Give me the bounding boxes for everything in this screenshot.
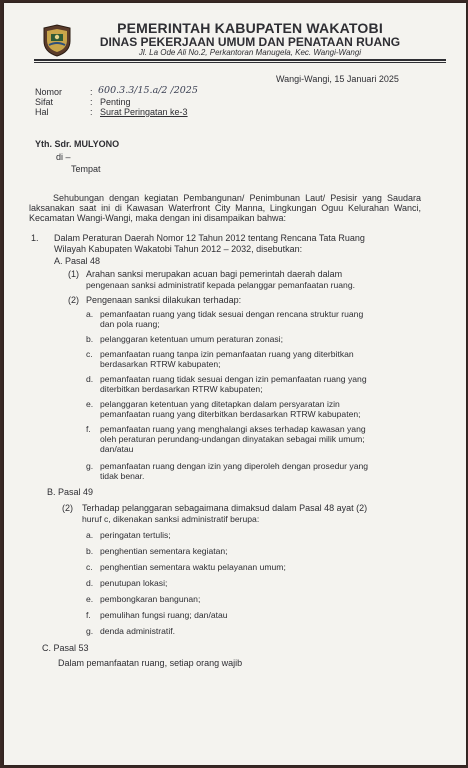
sectionB-p2-line1: Terhadap pelanggaran sebagaimana dimaksud dalam Pasal 48 ayat (2) <box>82 503 368 513</box>
list-item-letter: e. <box>86 594 94 604</box>
list-item-letter: b. <box>86 334 94 344</box>
list-item: diterbitkan berdasarkan RTRW kabupaten; <box>100 384 263 394</box>
list-item-letter: f. <box>86 424 91 434</box>
list-item-letter: c. <box>86 562 93 572</box>
list-item: pemanfaatan ruang yang menghalangi akses terhadap kawasan yang <box>100 424 366 434</box>
list-item: penutupan lokasi; <box>100 578 168 588</box>
list-item: berdasarkan RTRW kabupaten; <box>100 359 221 369</box>
list-item: peringatan tertulis; <box>100 530 171 540</box>
list-item: oleh peraturan perundang-undangan dinyatakan sebagai milik umum; <box>100 434 365 444</box>
recipient-di: di – <box>56 152 71 162</box>
hal-label: Hal <box>35 107 49 117</box>
hal-colon: : <box>90 107 93 117</box>
nomor-label: Nomor <box>35 87 63 97</box>
point1-line2: Wilayah Kabupaten Wakatobi Tahun 2012 – 2032, disebutkan: <box>54 244 303 254</box>
list-item: pemanfaatan ruang yang diterbitkan berdasarkan RTRW kabupaten; <box>100 409 361 419</box>
list-item: penghentian sementara kegiatan; <box>100 546 228 556</box>
letterhead-line2: DINAS PEKERJAAN UMUM DAN PENATAAN RUANG <box>99 35 401 49</box>
sectionA-p1-line1: Arahan sanksi merupakan acuan bagi pemerintah daerah dalam <box>86 269 343 279</box>
hal-value: Surat Peringatan ke-3 <box>100 107 188 117</box>
point1-number: 1. <box>31 233 39 243</box>
sectionA-p2-number: (2) <box>68 295 79 305</box>
list-item-letter: d. <box>86 374 94 384</box>
sectionB-label: B. Pasal 49 <box>47 487 94 497</box>
recipient-name: Yth. Sdr. MULYONO <box>35 139 120 149</box>
list-item: pelanggaran ketentuan umum peraturan zonasi; <box>100 334 283 344</box>
list-item-letter: b. <box>86 546 94 556</box>
list-item: pemulihan fungsi ruang; dan/atau <box>100 610 228 620</box>
letterhead-address: Jl. La Ode Ali No.2, Perkantoran Manugela, Kec. Wangi-Wangi <box>138 48 362 57</box>
list-item: pemanfaatan ruang dengan izin yang diperoleh dengan prosedur yang <box>100 461 369 471</box>
nomor-colon: : <box>90 87 93 97</box>
sectionA-p2-line1: Pengenaan sanksi dilakukan terhadap: <box>86 295 242 305</box>
list-item: pelanggaran ketentuan yang ditetapkan dalam persyaratan izin <box>100 399 340 409</box>
list-item-letter: a. <box>86 309 94 319</box>
list-item: denda administratif. <box>100 626 175 636</box>
sectionA-p1-number: (1) <box>68 269 79 279</box>
letterhead-rule-thin <box>34 62 446 63</box>
sectionB-p2-number: (2) <box>62 503 73 513</box>
list-item: tidak benar. <box>100 471 145 481</box>
list-item-letter: g. <box>86 626 94 636</box>
date-line: Wangi-Wangi, 15 Januari 2025 <box>276 74 399 84</box>
recipient-tempat: Tempat <box>71 164 101 174</box>
sifat-label: Sifat <box>35 97 54 107</box>
nomor-value: 600.3.3/15.a/2 /2025 <box>98 85 198 96</box>
point1-line1: Dalam Peraturan Daerah Nomor 12 Tahun 2012 tentang Rencana Tata Ruang <box>54 233 365 243</box>
list-item: dan pola ruang; <box>100 319 160 329</box>
sectionB-p2-line2: huruf c, dikenakan sanksi administratif berupa: <box>82 514 260 524</box>
sifat-value: Penting <box>100 97 131 107</box>
list-item-letter: d. <box>86 578 94 588</box>
sifat-colon: : <box>90 97 93 107</box>
list-item: pemanfaatan ruang tanpa izin pemanfaatan ruang yang diterbitkan <box>100 349 354 359</box>
list-item-letter: a. <box>86 530 94 540</box>
intro-paragraph: Sehubungan dengan kegiatan Pembangunan/ Penimbunan Laut/ Pesisir yang Saudara laksanakan saat ini di Kawasan Waterfront City Manna, Lingkungan Oguu Kelurahan Wanci, Kecamatan Wangi-Wangi, maka dengan ini disampaikan bahwa: <box>29 193 421 223</box>
list-item-letter: e. <box>86 399 94 409</box>
list-item-letter: g. <box>86 461 94 471</box>
list-item: pemanfaatan ruang tidak sesuai dengan izin pemanfaatan ruang yang <box>100 374 367 384</box>
letter-page <box>4 3 466 765</box>
list-item-letter: c. <box>86 349 93 359</box>
list-item: penghentian sementara waktu pelayanan umum; <box>100 562 286 572</box>
letterhead-line1: PEMERINTAH KABUPATEN WAKATOBI <box>117 20 383 36</box>
letterhead-rule-thick <box>34 59 446 61</box>
list-item-letter: f. <box>86 610 91 620</box>
list-item: pembongkaran bangunan; <box>100 594 201 604</box>
sectionA-label: A. Pasal 48 <box>54 256 101 266</box>
sectionA-p1-line2: pengenaan sanksi administratif kepada pelanggar pemanfaatan ruang. <box>86 280 355 290</box>
list-item: pemanfaatan ruang yang tidak sesuai dengan rencana struktur ruang <box>100 309 364 319</box>
sectionC-label: C. Pasal 53 <box>42 643 89 653</box>
sectionC-line1: Dalam pemanfaatan ruang, setiap orang wajib <box>58 658 243 668</box>
list-item: dan/atau <box>100 444 134 454</box>
